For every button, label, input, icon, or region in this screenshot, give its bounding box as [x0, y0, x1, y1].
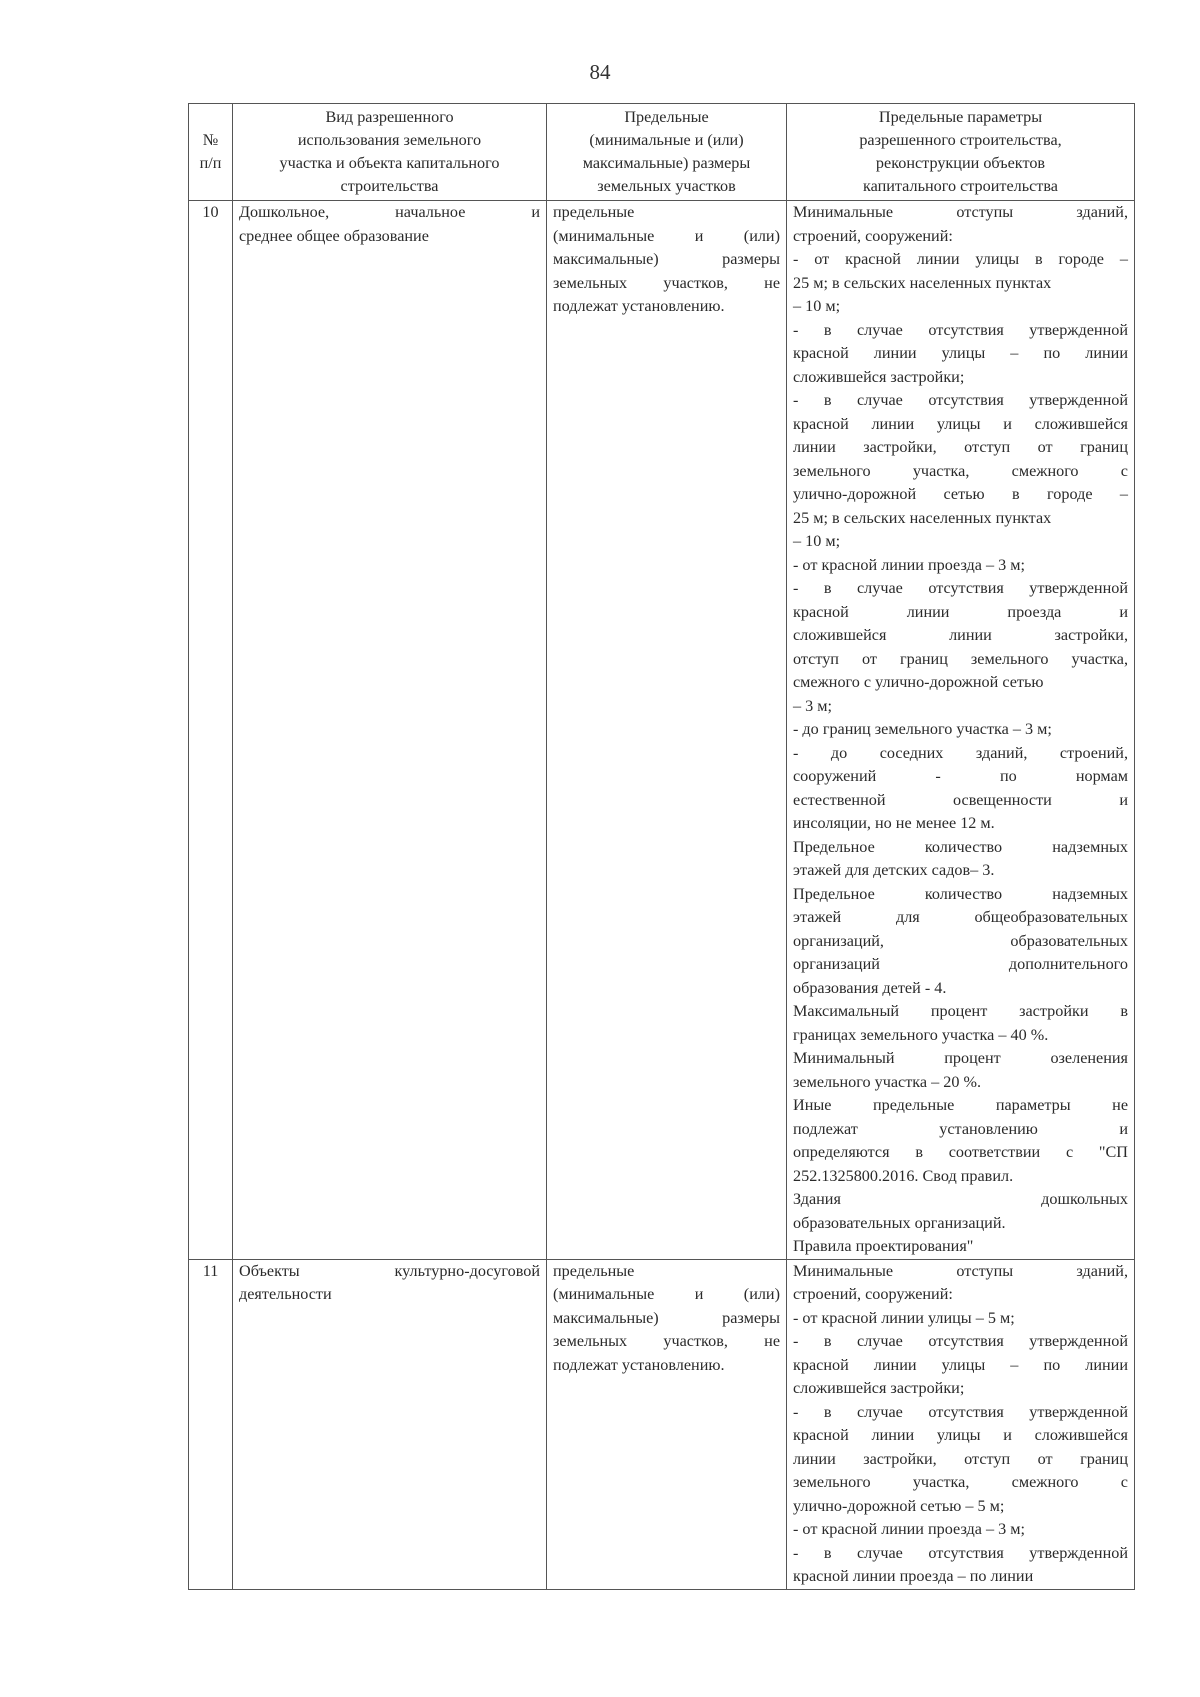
- cell-line: красной линии проезда – по линии: [793, 1567, 1034, 1585]
- cell-line: - до соседних зданий, строений,: [793, 743, 1128, 762]
- header-params: [787, 104, 1135, 201]
- header-line: строительства: [340, 177, 439, 195]
- cell-line: - в случае отсутствия утвержденной: [793, 391, 1128, 409]
- header-line: реконструкции объектов: [875, 154, 1046, 172]
- row-number: 11: [189, 1259, 233, 1589]
- header-line: участка и объекта капитального: [279, 154, 500, 172]
- header-line: Предельные: [624, 108, 709, 126]
- cell-line: (минимальные и (или): [553, 1285, 780, 1303]
- cell-line: красной линии улицы и сложившейся: [793, 1426, 1128, 1444]
- cell-line: линии застройки, отступ от границ: [793, 438, 1128, 456]
- cell-line: - до границ земельного участка – 3 м;: [793, 720, 1052, 738]
- cell-line: Объекты культурно-досуговой: [239, 1261, 540, 1280]
- header-use: [233, 104, 547, 201]
- cell-line: улично-дорожной сетью в городе –: [793, 485, 1128, 503]
- cell-line: смежного с улично-дорожной сетью: [793, 673, 1044, 691]
- cell-line: максимальные) размеры: [553, 1308, 780, 1327]
- cell-line: сложившейся линии застройки,: [793, 626, 1128, 644]
- cell-line: линии застройки, отступ от границ: [793, 1449, 1128, 1468]
- row-number: 10: [189, 201, 233, 1260]
- header-line: разрешенного строительства,: [859, 131, 1062, 149]
- header-line: максимальные) размеры: [582, 154, 751, 172]
- cell-line: 25 м; в сельских населенных пунктах: [793, 273, 1052, 292]
- cell-line: сооружений - по нормам: [793, 767, 1128, 785]
- cell-line: сложившейся застройки;: [793, 1379, 965, 1397]
- cell-line: Правила проектирования": [793, 1237, 974, 1255]
- header-line: (минимальные и (или): [589, 131, 744, 149]
- cell-line: красной линии улицы и сложившейся: [793, 414, 1128, 433]
- cell-line: - от красной линии улицы в городе –: [793, 250, 1128, 268]
- cell-line: земельного участка, смежного с: [793, 1473, 1128, 1491]
- table-header-row: [189, 104, 1135, 201]
- cell-line: - в случае отсутствия утвержденной: [793, 1543, 1128, 1562]
- header-line: №: [202, 131, 219, 149]
- cell-line: определяются в соответствии с "СП: [793, 1143, 1128, 1161]
- cell-line: Иные предельные параметры не: [793, 1096, 1128, 1114]
- cell-line: деятельности: [239, 1285, 332, 1303]
- cell-line: - в случае отсутствия утвержденной: [793, 1332, 1128, 1350]
- cell-line: - в случае отсутствия утвержденной: [793, 1402, 1128, 1421]
- cell-line: - от красной линии улицы – 5 м;: [793, 1308, 1015, 1327]
- header-line: использования земельного: [297, 131, 482, 149]
- cell-line: Минимальный процент озеленения: [793, 1049, 1128, 1067]
- cell-line: отступ от границ земельного участка,: [793, 649, 1128, 668]
- cell-line: Предельное количество надземных: [793, 837, 1128, 856]
- cell-line: земельных участков, не: [553, 1332, 780, 1350]
- cell-line: подлежат установлению и: [793, 1119, 1128, 1138]
- cell-line: – 10 м;: [793, 532, 841, 550]
- cell-line: Минимальные отступы зданий,: [793, 203, 1128, 221]
- cell-line: подлежат установлению.: [553, 1355, 725, 1374]
- cell-line: Предельное количество надземных: [793, 884, 1128, 903]
- cell-line: предельные: [553, 1261, 635, 1280]
- cell-line: – 10 м;: [793, 297, 841, 315]
- size-cell: [547, 1259, 787, 1589]
- cell-line: 252.1325800.2016. Свод правил.: [793, 1166, 1014, 1185]
- cell-line: максимальные) размеры: [553, 250, 780, 268]
- cell-line: - в случае отсутствия утвержденной: [793, 320, 1128, 339]
- cell-line: образовательных организаций.: [793, 1213, 1006, 1232]
- cell-line: этажей для детских садов– 3.: [793, 861, 995, 879]
- cell-line: организаций дополнительного: [793, 955, 1128, 973]
- page-number: 84: [589, 60, 611, 84]
- cell-line: красной линии улицы – по линии: [793, 1355, 1128, 1374]
- cell-line: сложившейся застройки;: [793, 367, 965, 386]
- header-line: п/п: [199, 154, 222, 172]
- cell-line: среднее общее образование: [239, 226, 429, 245]
- cell-line: этажей для общеобразовательных: [793, 908, 1128, 926]
- cell-line: - от красной линии проезда – 3 м;: [793, 555, 1026, 574]
- cell-line: – 3 м;: [793, 696, 833, 715]
- cell-line: Дошкольное, начальное и: [239, 203, 540, 221]
- cell-line: Минимальные отступы зданий,: [793, 1261, 1128, 1280]
- header-num: [189, 104, 233, 201]
- table-row: [189, 201, 1135, 1260]
- params-cell: [787, 1259, 1135, 1589]
- header-line: капитального строительства: [862, 177, 1058, 195]
- cell-line: Здания дошкольных: [793, 1190, 1128, 1208]
- cell-line: улично-дорожной сетью – 5 м;: [793, 1496, 1005, 1515]
- cell-line: строений, сооружений:: [793, 1285, 953, 1303]
- use-cell: [233, 201, 547, 1260]
- cell-line: красной линии проезда и: [793, 602, 1128, 621]
- cell-line: земельных участков, не: [553, 273, 780, 292]
- cell-line: границах земельного участка – 40 %.: [793, 1025, 1049, 1044]
- header-line: Предельные параметры: [878, 108, 1043, 126]
- cell-line: красной линии улицы – по линии: [793, 344, 1128, 362]
- cell-line: 25 м; в сельских населенных пунктах: [793, 508, 1052, 527]
- cell-line: Максимальный процент застройки в: [793, 1002, 1128, 1020]
- header-line: Вид разрешенного: [325, 108, 454, 126]
- regulations-table: [188, 103, 1135, 1590]
- cell-line: предельные: [553, 203, 635, 221]
- cell-line: образования детей - 4.: [793, 978, 947, 997]
- use-cell: [233, 1259, 547, 1589]
- params-cell: [787, 201, 1135, 1260]
- cell-line: - от красной линии проезда – 3 м;: [793, 1520, 1026, 1538]
- cell-line: - в случае отсутствия утвержденной: [793, 579, 1128, 597]
- header-line: земельных участков: [597, 177, 736, 195]
- table-row: [189, 1259, 1135, 1589]
- size-cell: [547, 201, 787, 1260]
- header-size: [547, 104, 787, 201]
- cell-line: (минимальные и (или): [553, 226, 780, 245]
- cell-line: подлежат установлению.: [553, 297, 725, 315]
- cell-line: естественной освещенности и: [793, 790, 1128, 809]
- cell-line: строений, сооружений:: [793, 226, 953, 245]
- cell-line: инсоляции, но не менее 12 м.: [793, 814, 995, 832]
- cell-line: земельного участка, смежного с: [793, 461, 1128, 480]
- cell-line: земельного участка – 20 %.: [793, 1072, 982, 1091]
- cell-line: организаций, образовательных: [793, 931, 1128, 950]
